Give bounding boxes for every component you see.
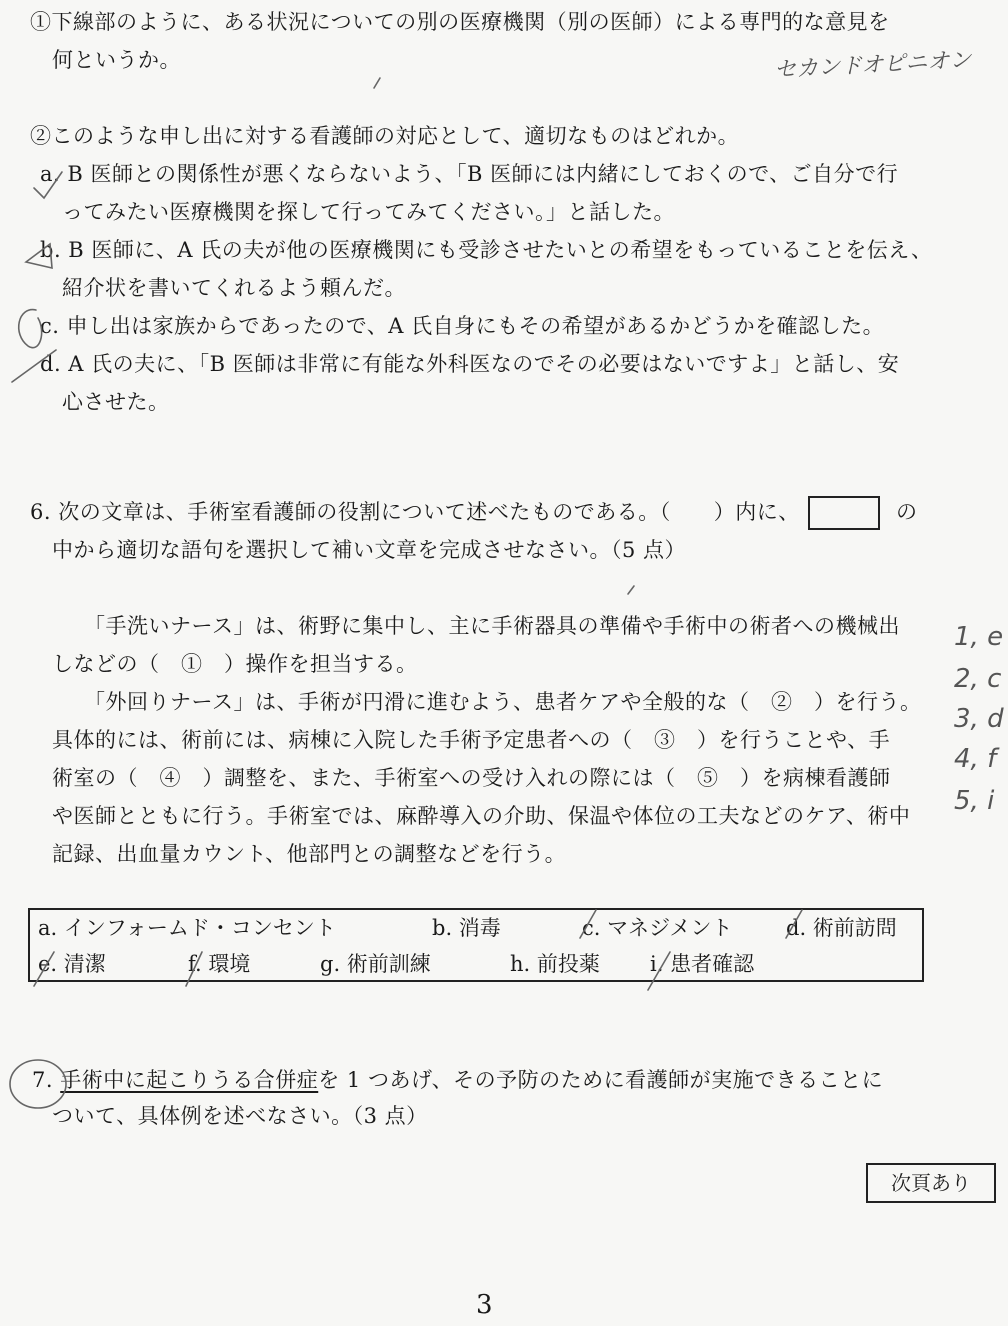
slash-mark-icon <box>34 952 54 986</box>
q2-option-a-line1: a. B 医師との関係性が悪くならないよう、「B 医師には内緒にしておくので、ご自分で行 <box>40 162 899 186</box>
stroke-mark-icon <box>374 78 380 88</box>
handwritten-answer-2: 2, c <box>954 664 1002 694</box>
choice-d: d. 術前訪問 <box>786 916 897 940</box>
q2-option-b-line2: 紹介状を書いてくれるよう頼んだ。 <box>62 276 406 300</box>
q1-line1: ①下線部のように、ある状況についての別の医療機関（別の医師）による専門的な意見を <box>30 10 890 34</box>
handwritten-answer-3: 3, d <box>954 704 1004 734</box>
choice-e: e. 清潔 <box>38 952 106 976</box>
q7-number: 7. <box>32 1068 54 1092</box>
circle-mark-icon <box>19 310 42 348</box>
circle-mark-icon <box>10 1060 66 1108</box>
choice-i: i. 患者確認 <box>650 952 755 976</box>
q6-passage-line1: 「手洗いナース」は、術野に集中し、主に手術器具の準備や手術中の術者への機械出 <box>84 614 900 638</box>
q6-line1: 6. 次の文章は、手術室看護師の役割について述べたものである。（ ）内に、 <box>30 500 800 524</box>
stroke-mark-icon <box>628 586 634 594</box>
q2-option-b-line1: b. B 医師に、A 氏の夫が他の医療機関にも受診させたいとの希望をもっていることを伝え、 <box>40 238 933 262</box>
choice-h: h. 前投薬 <box>510 952 600 976</box>
q2-option-a-line2: ってみたい医療機関を探して行ってみてください。」と話した。 <box>62 200 675 224</box>
slash-mark-icon <box>786 910 802 938</box>
q6-line1-end: の <box>896 500 918 524</box>
q6-passage-line7: 記録、出血量カウント、他部門との調整などを行う。 <box>52 842 567 866</box>
q2-option-d-line2: 心させた。 <box>62 390 170 414</box>
handwritten-answer-1: 1, e <box>954 622 1004 652</box>
slash-mark-icon <box>648 952 670 990</box>
q6-passage-line2: しなどの（ ① ）操作を担当する。 <box>52 652 418 676</box>
page-number: 3 <box>476 1290 493 1320</box>
q6-passage-line3: 「外回りナース」は、手術が円滑に進むよう、患者ケアや全般的な（ ② ）を行う。 <box>84 690 922 714</box>
q6-passage-line5: 術室の（ ④ ）調整を、また、手術室への受け入れの際には（ ⑤ ）を病棟看護師 <box>52 766 891 790</box>
q7-line2: ついて、具体例を述べなさい。（3 点） <box>52 1104 428 1128</box>
q6-passage-line4: 具体的には、術前には、病棟に入院した手術予定患者への（ ③ ）を行うことや、手 <box>52 728 891 752</box>
slash-mark-icon <box>12 350 56 382</box>
choice-g: g. 術前訓練 <box>320 952 431 976</box>
handwritten-answer-5: 5, i <box>954 786 995 816</box>
slash-mark-icon <box>580 910 596 938</box>
check-mark-icon <box>34 172 62 198</box>
q7-line1-rest: を 1 つあげ、その予防のために看護師が実施できることに <box>318 1068 884 1092</box>
choice-a: a. インフォームド・コンセント <box>38 916 336 940</box>
handwritten-answer-4: 4, f <box>954 744 997 774</box>
triangle-mark-icon <box>26 244 52 268</box>
q6-passage-line6: や医師とともに行う。手術室では、麻酔導入の介助、保温や体位の工夫などのケア、術中 <box>52 804 911 828</box>
q2-option-c-line1: c. 申し出は家族からであったので、A 氏自身にもその希望があるかどうかを確認した。 <box>40 314 885 338</box>
q1-line2: 何というか。 <box>52 48 181 72</box>
q6-line2: 中から適切な語句を選択して補い文章を完成させなさい。（5 点） <box>52 538 687 562</box>
slash-mark-icon <box>186 952 202 986</box>
q7-underlined: 手術中に起こりうる合併症 <box>60 1068 319 1092</box>
choice-b: b. 消毒 <box>432 916 501 940</box>
choice-c: c. マネジメント <box>582 916 733 940</box>
q2-option-d-line1: d. A 氏の夫に、「B 医師は非常に有能な外科医なのでその必要はないですよ」と話し、安 <box>40 352 900 376</box>
handwritten-answer-q1: セカンドオピニオン <box>773 47 972 84</box>
choice-f: f. 環境 <box>188 952 251 976</box>
q2-prompt: ②このような申し出に対する看護師の対応として、適切なものはどれか。 <box>30 124 740 148</box>
next-page-box: 次頁あり <box>866 1163 996 1203</box>
